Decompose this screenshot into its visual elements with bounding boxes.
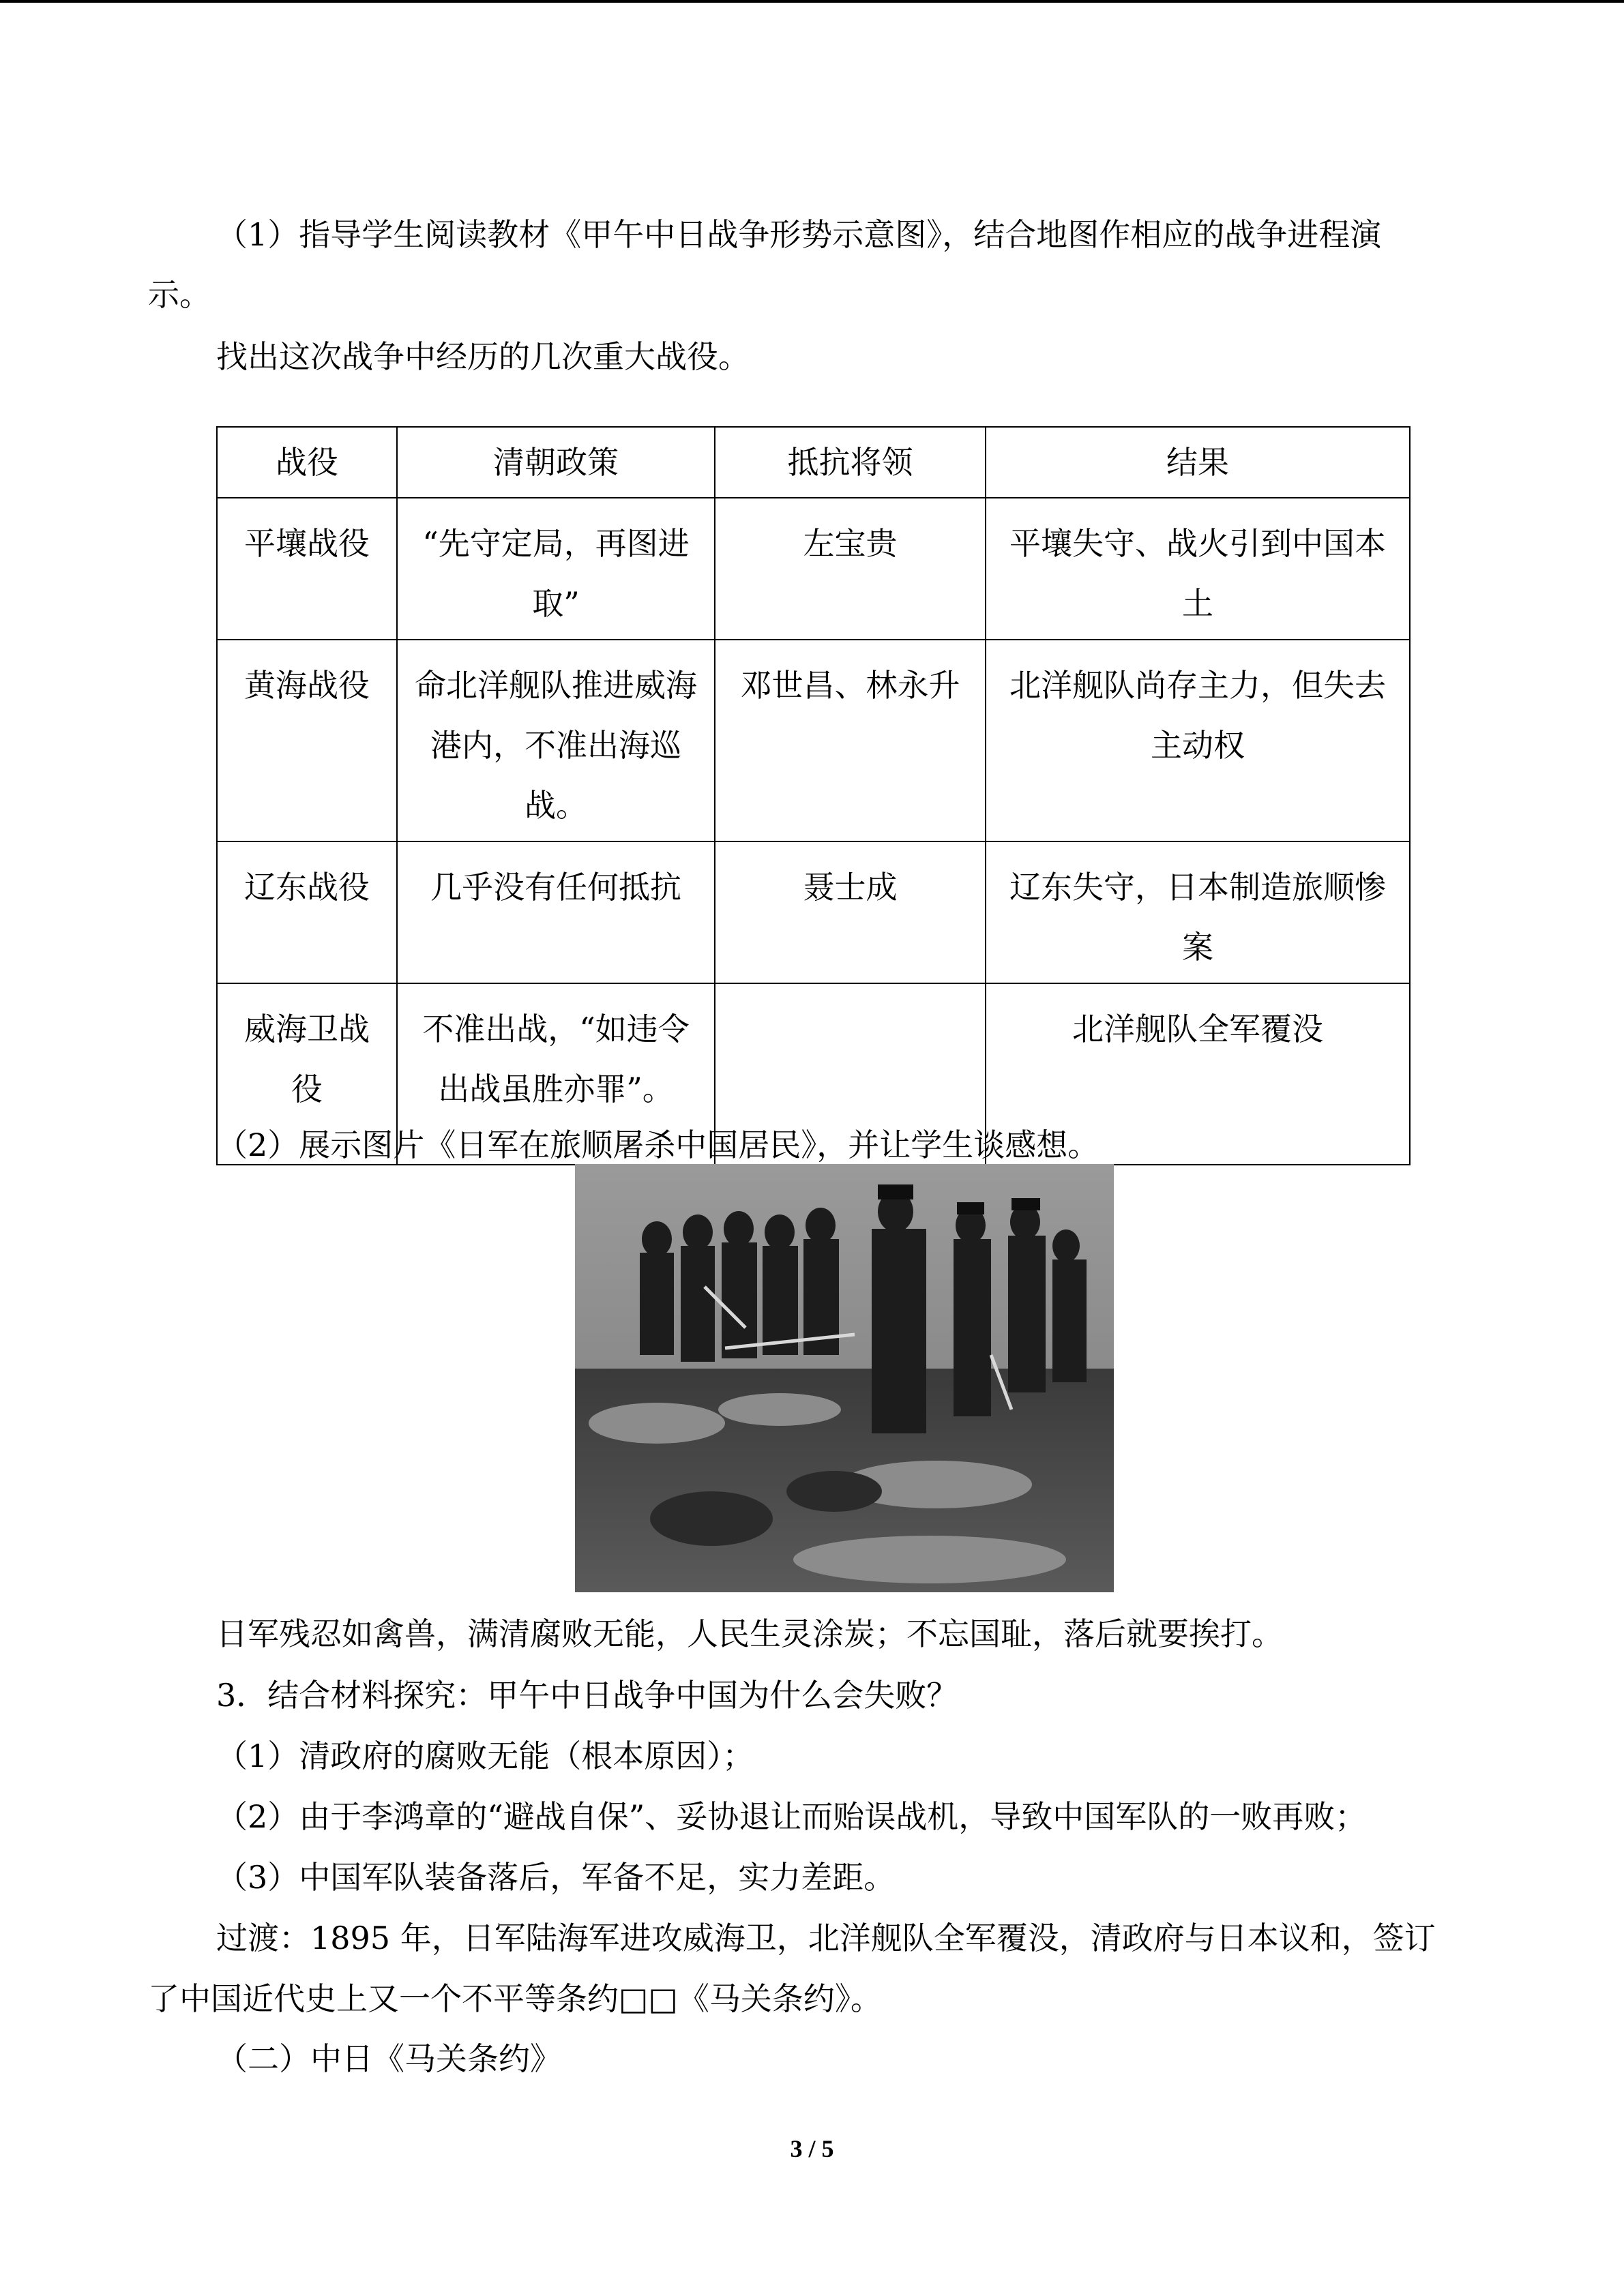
- cell-policy: “先守定局，再图进取”: [397, 498, 715, 640]
- cell-result: 北洋舰队尚存主力，但失去主动权: [986, 640, 1410, 841]
- table-row: [217, 640, 1410, 841]
- page-top-border: [0, 0, 1624, 3]
- paragraph-5: 3．结合材料探究：甲午中日战争中国为什么会失败？: [216, 1677, 958, 1714]
- cell-policy: 命北洋舰队推进威海港内，不准出海巡战。: [397, 640, 715, 841]
- header-result: 结果: [986, 427, 1410, 498]
- paragraph-8: （3）中国军队装备落后，军备不足，实力差距。: [216, 1859, 896, 1896]
- historical-photo: [575, 1164, 1114, 1592]
- cell-policy: 不准出战，“如违令出战虽胜亦罪”。: [397, 983, 715, 1165]
- cell-commander: 邓世昌、林永升: [715, 640, 986, 841]
- table-row: [217, 841, 1410, 983]
- page-number: 3 / 5: [790, 2135, 834, 2162]
- cell-battle: 平壤战役: [217, 498, 397, 640]
- battles-table: [216, 426, 1411, 1165]
- cell-result: 平壤失守、战火引到中国本土: [986, 498, 1410, 640]
- cell-policy: 几乎没有任何抵抗: [397, 841, 715, 983]
- cell-battle: 黄海战役: [217, 640, 397, 841]
- paragraph-4: 日军残忍如禽兽，满清腐败无能，人民生灵涂炭；不忘国耻，落后就要挨打。: [216, 1615, 1283, 1652]
- cell-result: 北洋舰队全军覆没: [986, 983, 1410, 1165]
- section-heading: （二）中日《马关条约》: [216, 2040, 561, 2077]
- cell-battle: 辽东战役: [217, 841, 397, 983]
- cell-commander: 左宝贵: [715, 498, 986, 640]
- table-row: [217, 498, 1410, 640]
- header-battle: 战役: [217, 427, 397, 498]
- cell-commander: 聂士成: [715, 841, 986, 983]
- paragraph-6: （1）清政府的腐败无能（根本原因）；: [216, 1738, 754, 1774]
- paragraph-9: 过渡：1895 年，日军陆海军进攻威海卫，北洋舰队全军覆没，清政府与日本议和，签订: [216, 1920, 1436, 1956]
- cell-battle: 威海卫战役: [217, 983, 397, 1165]
- paragraph-9-continued: 了中国近代史上又一个不平等条约□□《马关条约》。: [148, 1980, 882, 2017]
- paragraph-2: 找出这次战争中经历的几次重大战役。: [216, 338, 750, 375]
- paragraph-3: （2）展示图片《日军在旅顺屠杀中国居民》，并让学生谈感想。: [216, 1127, 1099, 1163]
- paragraph-1: （1）指导学生阅读教材《甲午中日战争形势示意图》，结合地图作相应的战争进程演: [216, 216, 1382, 253]
- header-policy: 清朝政策: [397, 427, 715, 498]
- cell-result: 辽东失守，日本制造旅顺惨案: [986, 841, 1410, 983]
- photo-illustration: [575, 1164, 1114, 1592]
- table-header-row: [217, 427, 1410, 498]
- header-commander: 抵抗将领: [715, 427, 986, 498]
- paragraph-1-continued: 示。: [148, 276, 211, 313]
- paragraph-7: （2）由于李鸿章的“避战自保”、妥协退让而贻误战机，导致中国军队的一败再败；: [216, 1798, 1367, 1835]
